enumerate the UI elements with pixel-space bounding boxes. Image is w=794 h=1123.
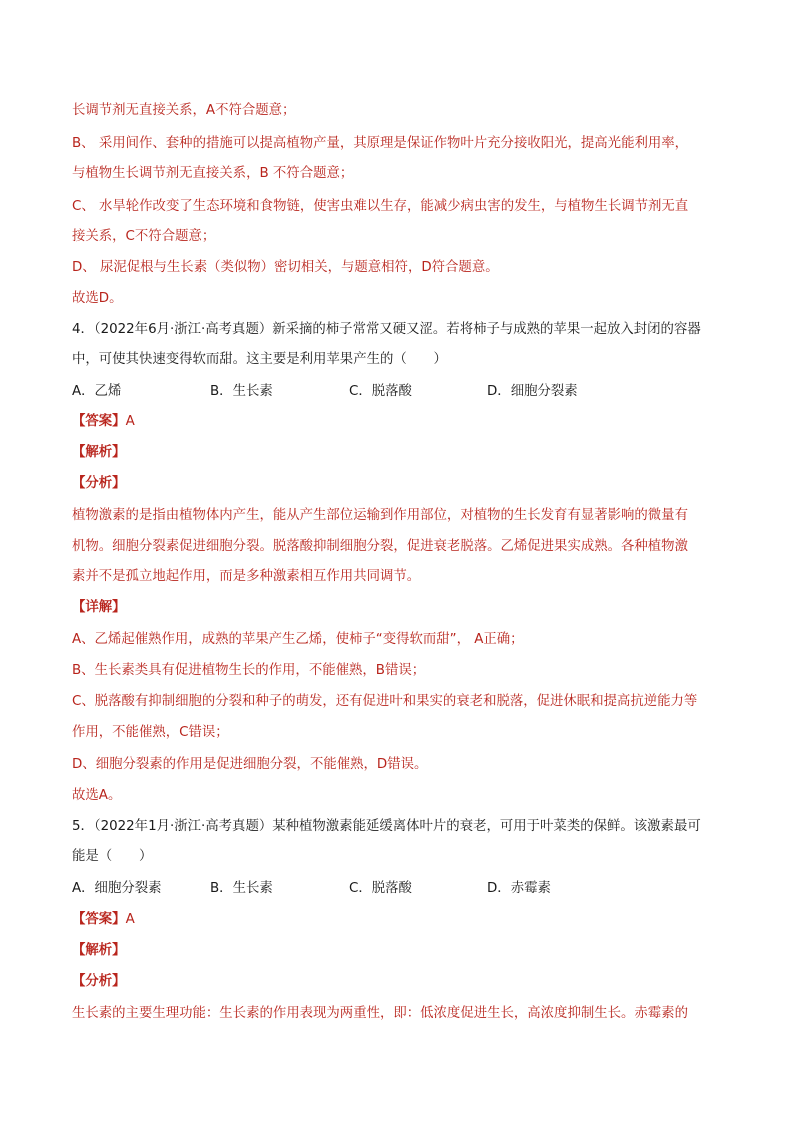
q4-answer — [72, 412, 135, 432]
q5-answer — [72, 910, 135, 930]
q4-xiangjie-line: 故选A。 — [72, 788, 122, 803]
q5-option-a: A．细胞分裂素 — [72, 881, 162, 896]
q5-stem: 5．（2022年1月·浙江·高考真题）某种植物激素能延缓离体叶片的衰老，可用于叶菜类的保鲜。该激素最可 — [72, 819, 701, 834]
q4-xiangjie-line: 作用，不能催熟，C错误； — [72, 725, 229, 740]
q4-xiangjie-tag: 【详解】 — [72, 600, 126, 615]
q4-option-a: A．乙烯 — [72, 384, 122, 399]
q4-fenxi-tag: 【分析】 — [72, 476, 126, 491]
q5-option-c: C．脱落酸 — [349, 881, 412, 896]
q4-stem: 中，可使其快速变得软而甜。这主要是利用苹果产生的（ ） — [72, 352, 447, 367]
sol3-line: 与植物生长调节剂无直接关系，B 不符合题意； — [72, 166, 354, 181]
q4-xiangjie-line: A、乙烯起催熟作用，成熟的苹果产生乙烯，使柿子“变得软而甜”， A正确； — [72, 632, 524, 647]
answer-tag: 【答案】 — [72, 414, 126, 429]
q5-option-b: B．生长素 — [210, 881, 273, 896]
q4-fenxi-line: 素并不是孤立地起作用，而是多种激素相互作用共同调节。 — [72, 569, 421, 584]
q4-xiangjie-line: D、细胞分裂素的作用是促进细胞分裂，不能催熟，D错误。 — [72, 757, 428, 772]
q4-fenxi-line: 植物激素的是指由植物体内产生，能从产生部位运输到作用部位，对植物的生长发育有显著影响的微量有 — [72, 508, 688, 523]
answer-value: A — [125, 912, 135, 927]
q5-option-d: D．赤霉素 — [487, 881, 551, 896]
q4-stem: 4．（2022年6月·浙江·高考真题）新采摘的柿子常常又硬又涩。若将柿子与成熟的苹果一起放入封闭的容器 — [72, 322, 701, 337]
q4-jiexi-tag: 【解析】 — [72, 445, 126, 460]
q5-jiexi-tag: 【解析】 — [72, 943, 126, 958]
sol3-line: 长调节剂无直接关系，A不符合题意； — [72, 103, 296, 118]
q4-xiangjie-line: B、生长素类具有促进植物生长的作用，不能催熟，B错误； — [72, 663, 426, 678]
sol3-line: 故选D。 — [72, 291, 123, 306]
sol3-line: B、 采用间作、套种的措施可以提高植物产量，其原理是保证作物叶片充分接收阳光，提高光能利用率， — [72, 136, 689, 151]
sol3-line: 接关系，C不符合题意； — [72, 229, 216, 244]
q4-option-d: D．细胞分裂素 — [487, 384, 578, 399]
q5-fenxi-tag: 【分析】 — [72, 974, 126, 989]
sol3-line: C、 水旱轮作改变了生态环境和食物链，使害虫难以生存，能减少病虫害的发生，与植物生长调节剂无直 — [72, 199, 689, 214]
q4-option-b: B．生长素 — [210, 384, 273, 399]
q4-fenxi-line: 机物。细胞分裂素促进细胞分裂。脱落酸抑制细胞分裂，促进衰老脱落。乙烯促进果实成熟。各种植物激 — [72, 539, 688, 554]
q4-xiangjie-line: C、脱落酸有抑制细胞的分裂和种子的萌发，还有促进叶和果实的衰老和脱落，促进休眠和提高抗逆能力等 — [72, 694, 698, 709]
answer-tag: 【答案】 — [72, 912, 126, 927]
sol3-line: D、 尿泥促根与生长素（类似物）密切相关，与题意相符，D符合题意。 — [72, 260, 499, 275]
q4-option-c: C．脱落酸 — [349, 384, 412, 399]
q5-stem: 能是（ ） — [72, 849, 153, 864]
q5-fenxi-line: 生长素的主要生理功能：生长素的作用表现为两重性，即：低浓度促进生长，高浓度抑制生长。赤霉素的 — [72, 1006, 688, 1021]
answer-value: A — [125, 414, 135, 429]
